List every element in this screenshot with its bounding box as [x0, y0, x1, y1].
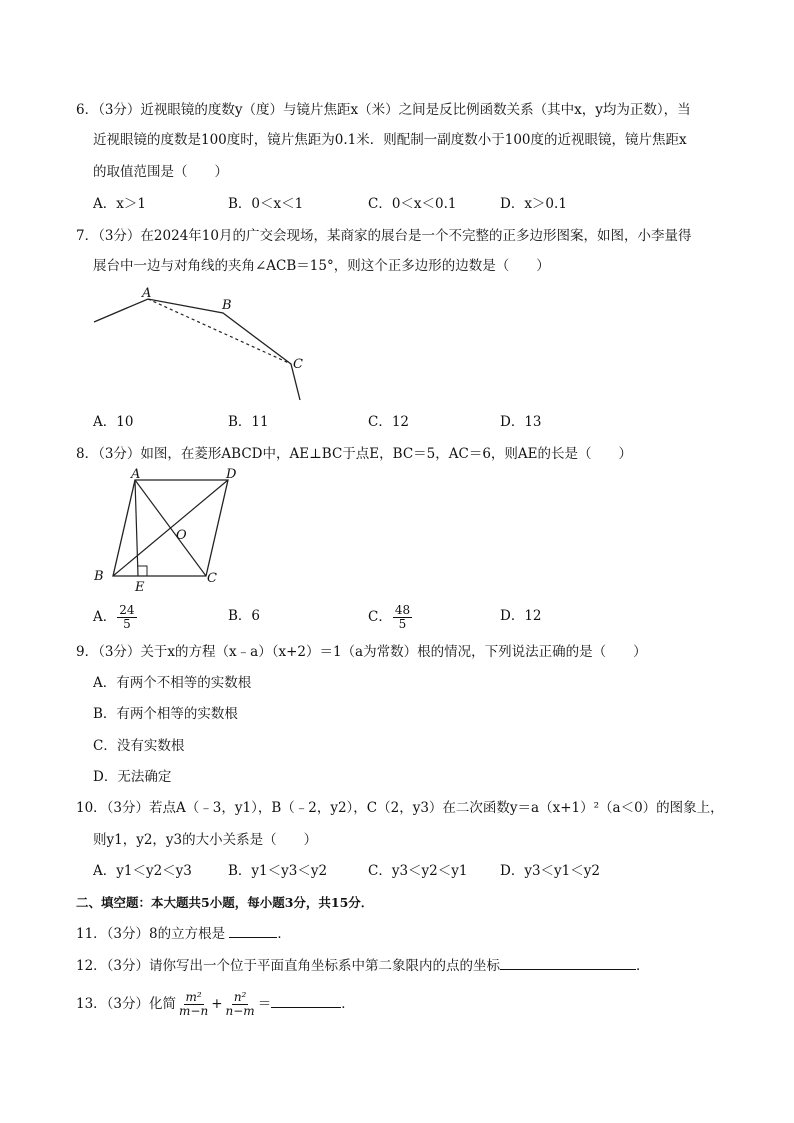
label-e: E — [135, 580, 145, 595]
label-c: C — [207, 571, 217, 586]
q12-line — [76, 955, 650, 976]
q10-option-c: C．y3＜y2＜y1 — [368, 863, 468, 879]
diagonal-ac — [148, 299, 291, 364]
q6-line2: 近视眼镜的度数是100度时，镜片焦距为0.1米．则配制一副度数小于100度的近视眼镜，镜片焦距x — [93, 132, 687, 148]
q12-answer-blank[interactable] — [500, 955, 636, 970]
q8-option-d: D．12 — [500, 608, 542, 624]
q8-option-a — [93, 604, 138, 631]
q6-line1: 6．（3分）近视眼镜的度数y（度）与镜片焦距x（米）之间是反比例函数关系（其中x，y均为正数），当 — [76, 102, 691, 118]
q8-rhombus-figure — [88, 466, 238, 598]
q12-end: ． — [636, 958, 650, 974]
label-c: C — [293, 357, 303, 372]
label-a: A — [142, 286, 152, 301]
q11-end: ． — [277, 926, 291, 942]
q7-option-c: C．12 — [368, 414, 410, 430]
q11-text: 11．（3分）8的立方根是 — [76, 926, 226, 942]
q13-line — [76, 987, 355, 1021]
q6-option-d: D．x＞0.1 — [500, 196, 567, 212]
q11-answer-blank[interactable] — [229, 923, 277, 938]
fraction-denominator: 5 — [123, 617, 131, 631]
fraction-numerator: n² — [233, 990, 247, 1004]
q6-option-b: B．0＜x＜1 — [228, 196, 304, 212]
q7-polygon-figure — [90, 282, 310, 404]
q8-option-b: B．6 — [228, 608, 261, 624]
q7-option-d: D．13 — [500, 414, 542, 430]
q12-text: 12．（3分）请你写出一个位于平面直角坐标系中第二象限内的点的坐标 — [76, 958, 501, 974]
label-b: B — [222, 298, 232, 313]
q13-plus: + — [211, 996, 223, 1012]
q10-option-b: B．y1＜y3＜y2 — [228, 863, 328, 879]
q9-option-a: A．有两个不相等的实数根 — [93, 675, 252, 691]
q9-line1: 9．（3分）关于x的方程（x﹣a）（x+2）＝1（a为常数）根的情况，下列说法正确的是（ ） — [76, 644, 647, 660]
q7-line2: 展台中一边与对角线的夹角∠ACB＝15°，则这个正多边形的边数是（ ） — [93, 258, 550, 274]
right-angle-mark — [138, 566, 147, 576]
q6-option-c: C．0＜x＜0.1 — [368, 196, 457, 212]
fraction-denominator: 5 — [398, 617, 407, 631]
q8-line1: 8．（3分）如图，在菱形ABCD中，AE⊥BC于点E，BC＝5，AC＝6，则AE的长是（ ） — [76, 446, 633, 462]
polygon-edges — [94, 299, 300, 400]
q10-option-a: A．y1＜y2＜y3 — [93, 863, 192, 879]
q8-option-a-fraction — [117, 604, 136, 631]
q13-end: ． — [341, 996, 355, 1012]
q8-option-a-prefix: A． — [93, 609, 117, 625]
q8-option-c-fraction — [393, 604, 412, 631]
q13-equals: ＝ — [257, 996, 272, 1012]
q9-option-b: B．有两个相等的实数根 — [93, 706, 238, 722]
q9-option-c: C．没有实数根 — [93, 738, 185, 754]
label-a: A — [131, 467, 141, 482]
fraction-numerator: m² — [185, 990, 202, 1004]
altitude-ae — [135, 480, 138, 576]
q6-line3: 的取值范围是（ ） — [93, 164, 228, 180]
label-o: O — [176, 528, 187, 543]
q8-option-c — [368, 604, 413, 631]
diagonal-bd — [113, 480, 228, 576]
q11-line — [76, 923, 291, 944]
q13-answer-blank[interactable] — [271, 993, 341, 1008]
q10-line1: 10．（3分）若点A（﹣3，y1），B（﹣2，y2），C（2，y3）在二次函数y＝a（x+1）²（a＜0）的图象上， — [76, 800, 724, 816]
fraction-denominator: m−n — [179, 1004, 209, 1018]
fraction-numerator: 48 — [394, 603, 411, 617]
q9-option-d: D．无法确定 — [93, 769, 172, 785]
q10-line2: 则y1，y2，y3的大小关系是（ ） — [93, 832, 318, 848]
q13-prefix: 13．（3分）化简 — [76, 996, 177, 1012]
q8-option-c-prefix: C． — [368, 609, 392, 625]
label-b: B — [94, 569, 104, 584]
fraction-denominator: n−m — [225, 1004, 255, 1018]
q13-fraction-2 — [224, 991, 257, 1018]
section-heading-fill-in: 二、填空题：本大题共5小题，每小题3分，共15分． — [76, 895, 374, 910]
q7-option-a: A．10 — [93, 414, 134, 430]
q7-option-b: B．11 — [228, 414, 269, 430]
q6-option-a: A．x＞1 — [93, 196, 146, 212]
label-d: D — [226, 467, 237, 482]
q13-fraction-1 — [177, 991, 210, 1018]
q10-option-d: D．y3＜y1＜y2 — [500, 863, 600, 879]
fraction-numerator: 24 — [119, 603, 135, 617]
q7-line1: 7．（3分）在2024年10月的广交会现场，某商家的展台是一个不完整的正多边形图案，如图，小李量得 — [76, 228, 692, 244]
